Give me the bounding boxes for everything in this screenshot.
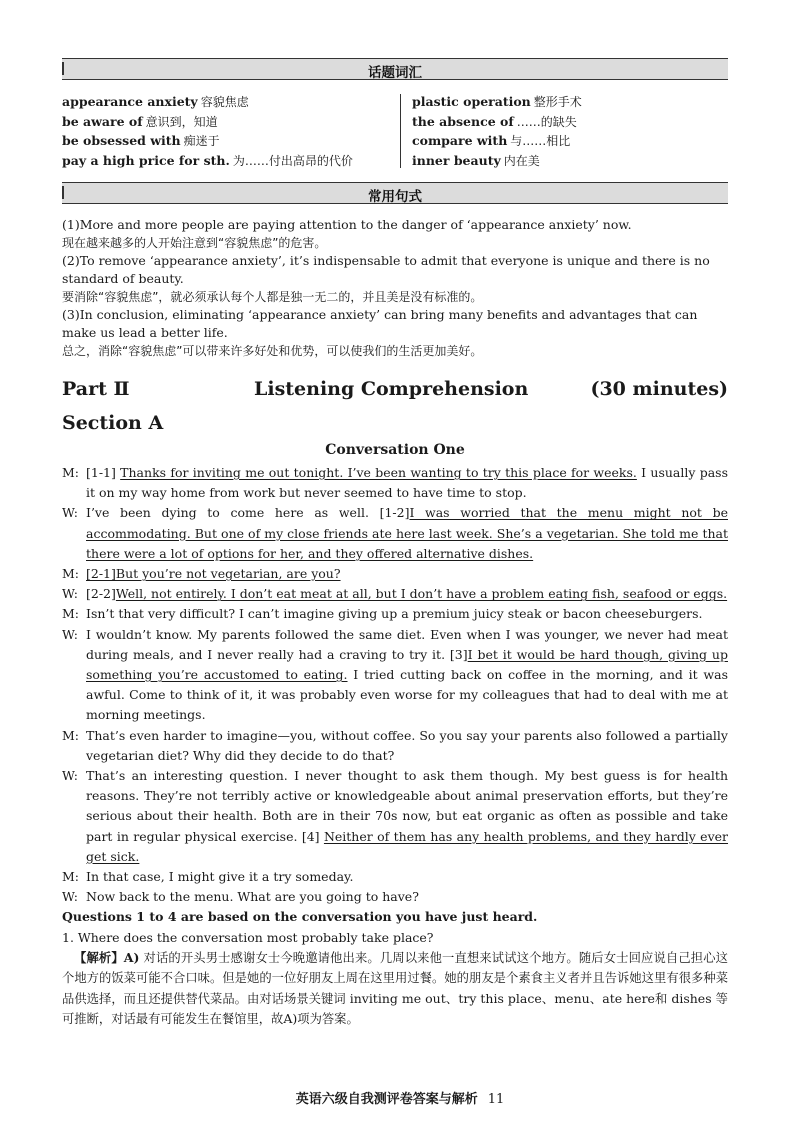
analysis-tag: 【解析】: [74, 950, 124, 965]
dialogue-turns: [62, 463, 728, 907]
underlined-segment: Well, not entirely. I don’t eat meat at all, but I don’t have a problem eating fish, seafood or eggs.: [115, 586, 728, 602]
vocab-term: pay a high price for sth.: [62, 152, 230, 168]
vocab-section-header: [62, 58, 728, 80]
vocab-meaning: 容貌焦虑: [200, 95, 249, 109]
underlined-segment: [2-1]But you’re not vegetarian, are you?: [86, 566, 341, 582]
vocab-meaning: ……的缺失: [516, 114, 577, 129]
dialogue-turn: [62, 584, 728, 604]
text-segment: I tried cutting back on coffee in the morning, and it was awful. Come to think of it, it was probably even worse for my colleagues that had to deal with me at morning meetings.: [86, 667, 728, 723]
part-heading: [62, 378, 728, 408]
dialogue: [62, 463, 728, 1030]
underlined-segment: I was worried that the menu might not be accommodating. But one of my close friends ate here last week. She’s a vegetarian. She told me that there were a lot of options for her, and they offered alternative dishes.: [86, 505, 728, 561]
sentence-chinese: 总之，消除“容貌焦虑”可以带来许多好处和优势，可以使我们的生活更加美好。: [62, 344, 483, 358]
vocab-row: [412, 92, 728, 112]
text-segment: That’s an interesting question. I never thought to ask them though. My best guess is for health reasons. They’re not terribly active or knowledgeable about animal preservation efforts, but they’re serious about their health. Both are in their 70s now, but eat organic as often as possible and take part in regular physical exercise. [4]: [86, 768, 728, 844]
dialogue-turn: [62, 887, 728, 907]
sentence-chinese: 要消除“容貌焦虑”，就必须承认每个人都是独一无二的，并且美是没有标准的。: [62, 290, 483, 304]
speaker-label: W:: [62, 505, 78, 521]
vocab-meaning: 整形手术: [533, 95, 582, 109]
speaker-label: M:: [62, 727, 80, 743]
vocab-meaning: 意识到，知道: [145, 114, 218, 129]
part-title: Listening Comprehension: [254, 378, 529, 400]
vocab-term: be obsessed with: [62, 133, 181, 148]
speaker-label: M:: [62, 606, 80, 622]
text-segment: I usually pass it on my way home from work but never seemed to have time to stop.: [86, 465, 728, 501]
vocab-term: compare with: [412, 133, 508, 148]
analysis-answer: A): [123, 949, 140, 965]
turn-text: [86, 726, 728, 766]
analysis-paragraph: [62, 948, 728, 1030]
page-footer: [0, 1088, 800, 1107]
vocab-row: [412, 151, 728, 171]
text-segment: In that case, I might give it a try someday.: [86, 869, 354, 885]
vocab-right-column: [412, 92, 728, 170]
text-segment: I wouldn’t know. My parents followed the same diet. Even when I was younger, we never had meat during meals, and I never really had a craving to try it. [3]: [86, 626, 728, 662]
sentence-chinese: 现在越来越多的人开始注意到“容貌焦虑”的危害。: [62, 236, 327, 250]
vocab-term: plastic operation: [412, 94, 531, 109]
dialogue-turn: [62, 463, 728, 503]
text-segment: I’ve been dying to come here as well. [1-2]: [86, 505, 410, 521]
vocab-row: [412, 112, 728, 132]
text-segment: [2-2]: [86, 586, 116, 602]
dialogue-turn: [62, 625, 728, 726]
speaker-label: W:: [62, 626, 78, 642]
vocab-row: [62, 92, 392, 112]
vocab-row: [62, 112, 392, 132]
vocab-meaning: 与……相比: [510, 134, 571, 148]
vocab-meaning: 内在美: [503, 153, 540, 168]
column-divider: [400, 94, 401, 168]
speaker-label: M:: [62, 566, 80, 582]
part-time: (30 minutes): [590, 378, 728, 400]
turn-text: [86, 584, 728, 604]
questions-heading: Questions 1 to 4 are based on the conversation you have just heard.: [62, 909, 538, 925]
vocab-meaning: 为……付出高昂的代价: [232, 153, 353, 168]
speaker-label: W:: [62, 586, 78, 602]
underlined-segment: Neither of them has any health problems, and they hardly ever get sick.: [86, 828, 729, 864]
turn-text: [86, 766, 728, 867]
dialogue-turn: [62, 503, 728, 564]
vocab-section-title: 话题词汇: [368, 65, 422, 81]
turn-text: [86, 867, 728, 887]
turn-text: [86, 503, 728, 564]
text-segment: [1-1]: [86, 465, 121, 480]
text-segment: Now back to the menu. What are you going to have?: [86, 889, 419, 905]
footer-title: 英语六级自我测评卷答案与解析: [295, 1092, 478, 1107]
turn-text: [86, 604, 728, 624]
sentence-english: (3)In conclusion, eliminating ‘appearance anxiety’ can bring many benefits and advantages that can make us lead a better life.: [62, 307, 698, 340]
analysis-text: 项为答案。: [297, 1012, 359, 1027]
turn-text: [86, 625, 728, 726]
underlined-segment: I bet it would be hard though, giving up something you’re accustomed to eating.: [86, 646, 728, 683]
vocab-term: inner beauty: [412, 152, 501, 168]
text-segment: Isn’t that very difficult? I can’t imagine giving up a premium juicy steak or bacon cheeseburgers.: [86, 606, 703, 622]
text-segment: That’s even harder to imagine—you, without coffee. So you say your parents also followed a partially vegetarian diet? Why did they decide to do that?: [86, 727, 728, 763]
vocab-meaning: 痴迷于: [183, 134, 220, 148]
vocab-row: [412, 131, 728, 151]
sentence-english: (1)More and more people are paying attention to the danger of ‘appearance anxiety’ now.: [62, 217, 632, 232]
vocab-term: be aware of: [62, 113, 143, 129]
dialogue-turn: [62, 766, 728, 867]
speaker-label: W:: [62, 768, 78, 784]
analysis-text: 等可推断，对话最有可能发生在餐馆里，故: [62, 991, 728, 1027]
analysis-conjunction: 和: [654, 991, 668, 1006]
vocab-table: [62, 92, 728, 170]
underlined-segment: Thanks for inviting me out tonight. I’ve been wanting to try this place for weeks.: [120, 465, 637, 480]
page-number: 11: [487, 1092, 505, 1107]
speaker-label: M:: [62, 465, 80, 480]
conversation-title: Conversation One: [325, 442, 465, 458]
dialogue-turn: [62, 726, 728, 766]
speaker-label: W:: [62, 889, 78, 905]
sentence-list: [62, 216, 728, 360]
analysis-answer-ref: A): [283, 1011, 298, 1027]
vocab-left-column: [62, 92, 392, 170]
vocab-term: the absence of: [412, 113, 514, 129]
section-heading: Section A: [62, 412, 164, 434]
sentence-section-header: [62, 182, 728, 204]
turn-text: [86, 564, 728, 584]
analysis-keywords: inviting me out、try this place、menu、ate here: [349, 990, 655, 1006]
turn-text: [86, 887, 728, 907]
dialogue-turn: [62, 867, 728, 887]
vocab-row: [62, 151, 392, 171]
speaker-label: M:: [62, 869, 80, 885]
sentence-english: (2)To remove ‘appearance anxiety’, it’s indispensable to admit that everyone is unique and there is no standard of beauty.: [62, 253, 710, 286]
turn-text: [86, 463, 728, 503]
analysis-keyword: dishes: [671, 990, 712, 1006]
vocab-term: appearance anxiety: [62, 94, 198, 109]
part-label: Part Ⅱ: [62, 378, 130, 400]
question-1: 1. Where does the conversation most probably take place?: [62, 929, 434, 945]
sentence-section-title: 常用句式: [368, 189, 422, 205]
dialogue-turn: [62, 604, 728, 624]
dialogue-turn: [62, 564, 728, 584]
analysis-text: 对话的开头男士感谢女士今晚邀请他出来。几周以来他一直想来试试这个地方。随后女士回应说自己担心这个地方的饭菜可能不合口味。但是她的一位好朋友上周在这里用过餐。她的朋友是个素食主义者并且告诉她这里有很多种菜品供选择，而且还提供替代菜品。由对话场景关键词: [62, 950, 728, 1006]
vocab-row: [62, 131, 392, 151]
